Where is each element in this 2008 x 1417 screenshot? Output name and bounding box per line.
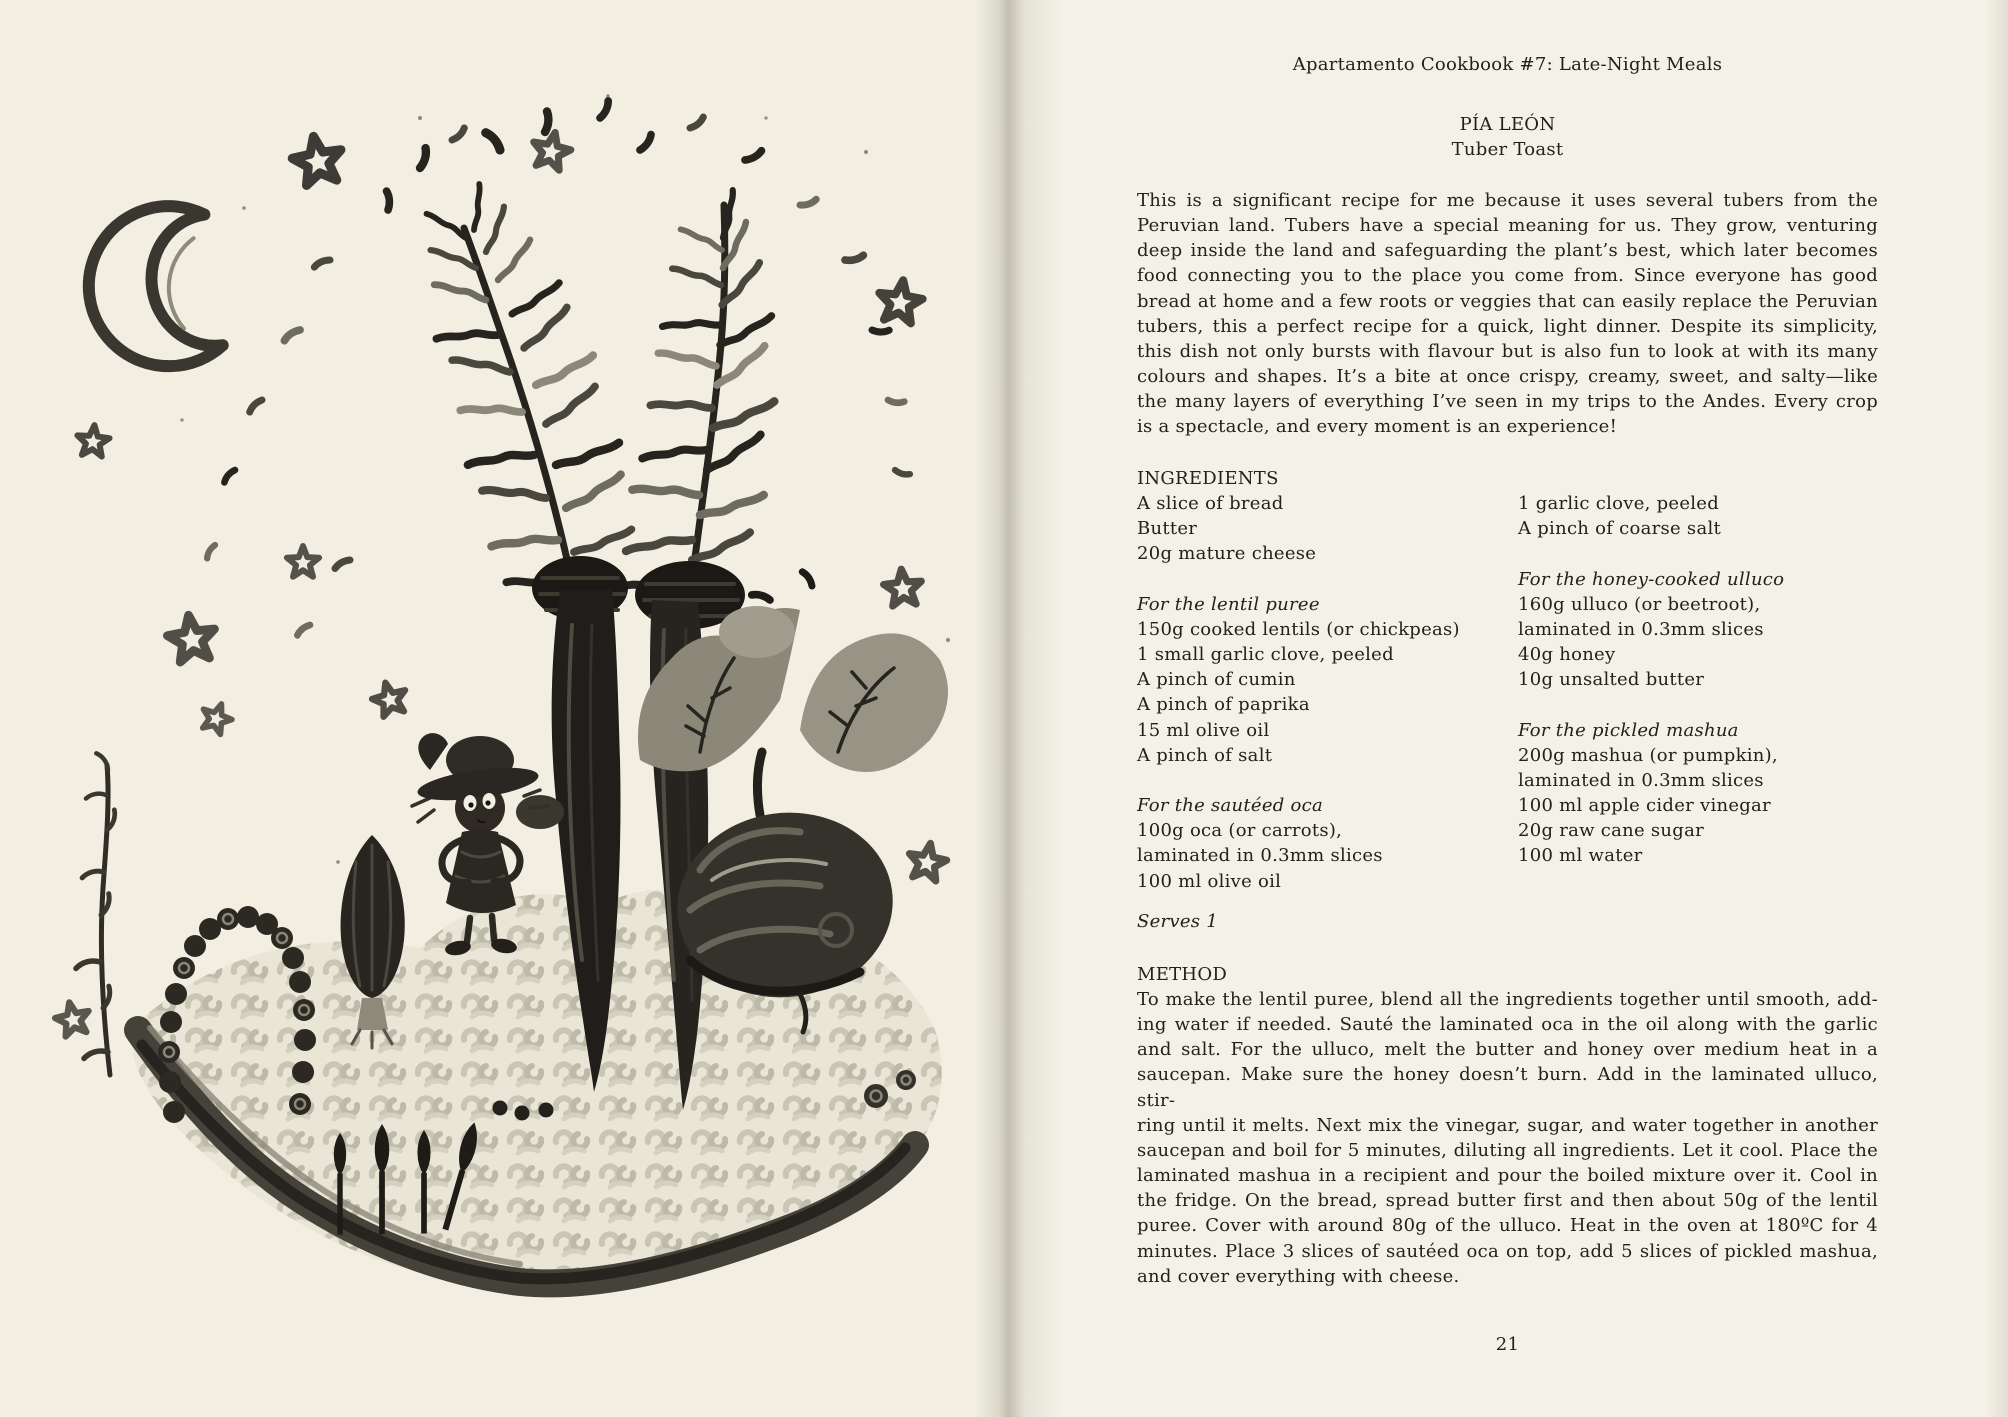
method-line: saucepan and boil for 5 minutes, diluting all ingredients. Let it cool. Place the (1137, 1139, 1878, 1161)
ingredient-line: laminated in 0.3mm slices (1518, 769, 1764, 791)
ingredient-line (1518, 692, 1878, 717)
ingredient-line: 200g mashua (or pumpkin), (1518, 744, 1778, 766)
ingredient-line: 150g cooked lentils (or chickpeas) (1137, 618, 1460, 640)
ingredients-left-column (1137, 466, 1509, 894)
ingredient-line: 1 small garlic clove, peeled (1137, 644, 1394, 666)
running-header-text: Apartamento Cookbook #7: Late-Night Meals (1292, 54, 1723, 75)
ingredient-line: Butter (1137, 518, 1198, 540)
intro-line: the many layers of everything I’ve seen in my trips to the Andes. Every crop (1137, 391, 1878, 413)
tuber-tree-right (622, 190, 777, 612)
ingredient-line: INGREDIENTS (1137, 468, 1279, 489)
method-line: ing water if needed. Sauté the laminated oca in the oil along with the garlic (1137, 1014, 1878, 1036)
method-line: saucepan. Make sure the honey doesn’t burn. Add in the laminated ulluco, stir- (1137, 1064, 1878, 1111)
recipe-title: Tuber Toast (1451, 139, 1564, 161)
intro-line: tubers, this a perfect recipe for a quick, light dinner. Despite its simplicity, (1137, 315, 1878, 337)
method-heading-text: METHOD (1137, 964, 1228, 985)
method-line: and salt. For the ulluco, melt the butter and honey over medium heat in a (1137, 1039, 1878, 1061)
ingredient-line: A pinch of paprika (1137, 694, 1310, 716)
method-line: and cover everything with cheese. (1137, 1265, 1460, 1287)
ingredient-line: 100g oca (or carrots), (1137, 820, 1343, 842)
intro-line: food connecting you to the place you come from. Since everyone has good (1137, 265, 1878, 287)
ingredient-line (1518, 466, 1878, 491)
ingredient-line (1518, 541, 1878, 566)
intro-line: Peruvian land. Tubers have a special meaning for us. They grow, venturing (1137, 215, 1878, 237)
ingredient-line: 100 ml water (1518, 845, 1643, 867)
running-header (1137, 52, 1878, 77)
ingredient-line: 1 garlic clove, peeled (1518, 493, 1719, 515)
method-line: ring until it melts. Next mix the vinegar, sugar, and water together in another (1137, 1114, 1878, 1136)
ingredient-line: 20g mature cheese (1137, 543, 1317, 565)
intro-line: deep inside the land and safeguarding the plant’s best, which later becomes (1137, 240, 1878, 262)
ingredient-line: 160g ulluco (or beetroot), (1518, 593, 1761, 615)
ingredient-line: laminated in 0.3mm slices (1518, 618, 1764, 640)
ingredient-line: laminated in 0.3mm slices (1137, 845, 1383, 867)
ingredients-right-column (1518, 466, 1878, 869)
recipe-author: PÍA LEÓN (1459, 114, 1556, 135)
ingredient-line (1137, 567, 1509, 592)
ingredient-line: 100 ml apple cider vinegar (1518, 795, 1771, 817)
crescent-moon (78, 201, 224, 377)
page-number-text: 21 (1495, 1334, 1520, 1355)
method-line: To make the lentil puree, blend all the ingredients together until smooth, add- (1137, 989, 1878, 1010)
intro-line: bread at home and a few roots or veggies that can easily replace the Peruvian (1137, 290, 1878, 312)
intro-line: colours and shapes. It’s a bite at once crispy, creamy, sweet, and salty—like (1137, 366, 1878, 388)
ingredient-line: 20g raw cane sugar (1518, 820, 1704, 842)
intro-line: is a spectacle, and every moment is an experience! (1137, 416, 1618, 438)
ingredient-line: 15 ml olive oil (1137, 719, 1270, 741)
ingredient-line: 40g honey (1518, 644, 1616, 666)
method-paragraph (1137, 987, 1878, 1289)
recipe-heading (1137, 112, 1878, 162)
ingredient-line: A pinch of coarse salt (1518, 518, 1721, 540)
method-line: the fridge. On the bread, spread butter first and then about 50g of the lentil (1137, 1190, 1878, 1212)
ingredient-line: For the lentil puree (1137, 593, 1320, 615)
serves-text: Serves 1 (1137, 911, 1218, 932)
ingredient-line: For the pickled mashua (1518, 719, 1739, 741)
method-heading (1137, 962, 1878, 987)
serves-note (1137, 909, 1878, 934)
tuber-tree-left (427, 184, 634, 602)
ingredient-line (1137, 768, 1509, 793)
method-line: minutes. Place 3 slices of sautéed oca on top, add 5 slices of pickled mashua, (1137, 1240, 1878, 1262)
ingredient-line: For the honey-cooked ulluco (1518, 568, 1785, 590)
page-number (1137, 1332, 1878, 1357)
right-page (1005, 0, 2008, 1417)
ingredient-line: A pinch of cumin (1137, 669, 1296, 691)
intro-paragraph (1137, 188, 1878, 440)
intro-line: this dish not only bursts with flavour but is also fun to look at with its many (1137, 340, 1878, 362)
ingredient-line: 10g unsalted butter (1518, 669, 1705, 691)
ingredients-section (1137, 466, 1878, 906)
method-line: puree. Cover with around 80g of the ulluco. Heat in the oven at 180ºC for 4 (1137, 1215, 1878, 1237)
intro-line: This is a significant recipe for me because it uses several tubers from the (1137, 190, 1878, 211)
ingredient-line: A slice of bread (1137, 493, 1284, 515)
method-line: laminated mashua in a recipient and pour the boiled mixture over it. Cool in (1137, 1165, 1878, 1187)
ingredient-line: A pinch of salt (1137, 744, 1273, 766)
ingredient-line: 100 ml olive oil (1137, 870, 1282, 892)
ingredient-line: For the sautéed oca (1137, 795, 1323, 817)
